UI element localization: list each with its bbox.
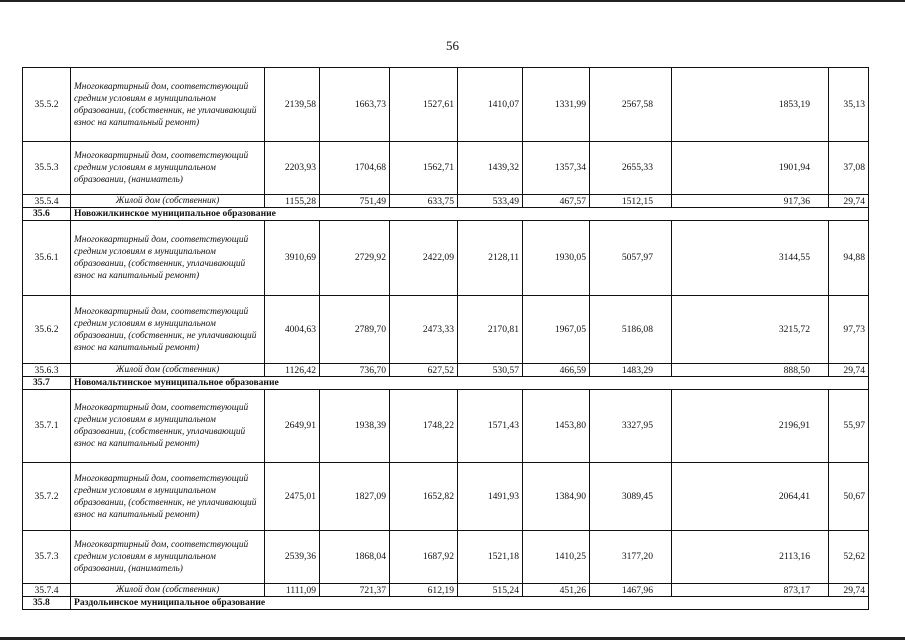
value-cell-v5: 467,57: [523, 195, 590, 208]
row-code: 35.7.1: [23, 390, 71, 463]
value-cell-v5: 1384,90: [523, 463, 590, 531]
value-cell-v8: 52,62: [829, 531, 869, 584]
value-cell-v4: 1521,18: [458, 531, 523, 584]
row-code: 35.5.2: [23, 68, 71, 142]
value-cell-v1: 1155,28: [265, 195, 320, 208]
row-code: 35.6.1: [23, 221, 71, 296]
value-cell-v8: 29,74: [829, 364, 869, 377]
section-title: Раздольинское муниципальное образование: [71, 597, 869, 610]
row-description: Жилой дом (собственник): [71, 195, 265, 208]
value-cell-v8: 55,97: [829, 390, 869, 463]
section-row: [23, 597, 869, 610]
value-cell-v5: 1357,34: [523, 142, 590, 195]
value-cell-v2: 2789,70: [320, 296, 390, 364]
row-description: Многоквартирный дом, соответствующий средним условиям в муниципальном образовании, (наниматель): [71, 142, 265, 195]
value-cell-v4: 1491,93: [458, 463, 523, 531]
row-description: Многоквартирный дом, соответствующий средним условиям в муниципальном образовании, (наниматель): [71, 531, 265, 584]
value-cell-v2: 1868,04: [320, 531, 390, 584]
section-code: 35.8: [23, 597, 71, 610]
section-code: 35.7: [23, 377, 71, 390]
value-cell-v7: 2196,91: [672, 390, 829, 463]
value-cell-v3: 627,52: [390, 364, 458, 377]
value-cell-v7: 3215,72: [672, 296, 829, 364]
section-row: [23, 377, 869, 390]
value-cell-v8: 94,88: [829, 221, 869, 296]
value-cell-v6: 2567,58: [590, 68, 672, 142]
page-number: 56: [446, 38, 459, 53]
table-row: [23, 364, 869, 377]
value-cell-v7: 1853,19: [672, 68, 829, 142]
value-cell-v7: 873,17: [672, 584, 829, 597]
value-cell-v1: 2539,36: [265, 531, 320, 584]
value-cell-v3: 1527,61: [390, 68, 458, 142]
value-cell-v5: 1410,25: [523, 531, 590, 584]
value-cell-v1: 2203,93: [265, 142, 320, 195]
value-cell-v3: 1748,22: [390, 390, 458, 463]
row-code: 35.5.3: [23, 142, 71, 195]
row-description: Многоквартирный дом, соответствующий средним условиям в муниципальном образовании, (собственник, не уплачивающий взнос на капитальный ремонт): [71, 296, 265, 364]
section-title: Новожилкинское муниципальное образование: [71, 208, 869, 221]
table-row: [23, 584, 869, 597]
row-code: 35.7.2: [23, 463, 71, 531]
value-cell-v1: 2475,01: [265, 463, 320, 531]
value-cell-v7: 1901,94: [672, 142, 829, 195]
table-row: [23, 68, 869, 142]
value-cell-v4: 2128,11: [458, 221, 523, 296]
value-cell-v4: 1410,07: [458, 68, 523, 142]
section-title: Новомальтинское муниципальное образование: [71, 377, 869, 390]
value-cell-v6: 5057,97: [590, 221, 672, 296]
value-cell-v6: 1467,96: [590, 584, 672, 597]
value-cell-v1: 1111,09: [265, 584, 320, 597]
value-cell-v4: 1571,43: [458, 390, 523, 463]
value-cell-v3: 1652,82: [390, 463, 458, 531]
value-cell-v6: 3327,95: [590, 390, 672, 463]
value-cell-v5: 1967,05: [523, 296, 590, 364]
row-description: Многоквартирный дом, соответствующий средним условиям в муниципальном образовании, (собственник, уплачивающий взнос на капитальный ремонт): [71, 221, 265, 296]
page-top-edge: [0, 0, 905, 2]
value-cell-v7: 917,36: [672, 195, 829, 208]
table-row: [23, 531, 869, 584]
value-cell-v2: 1827,09: [320, 463, 390, 531]
value-cell-v6: 1512,15: [590, 195, 672, 208]
row-code: 35.7.3: [23, 531, 71, 584]
value-cell-v2: 1938,39: [320, 390, 390, 463]
value-cell-v6: 3089,45: [590, 463, 672, 531]
row-description: Жилой дом (собственник): [71, 364, 265, 377]
value-cell-v4: 530,57: [458, 364, 523, 377]
row-description: Многоквартирный дом, соответствующий средним условиям в муниципальном образовании, (собственник, уплачивающий взнос на капитальный ремонт): [71, 390, 265, 463]
value-cell-v4: 2170,81: [458, 296, 523, 364]
value-cell-v1: 2139,58: [265, 68, 320, 142]
table-row: [23, 390, 869, 463]
section-code: 35.6: [23, 208, 71, 221]
value-cell-v7: 888,50: [672, 364, 829, 377]
value-cell-v3: 1687,92: [390, 531, 458, 584]
value-cell-v5: 1331,99: [523, 68, 590, 142]
value-cell-v4: 1439,32: [458, 142, 523, 195]
tariff-table: [22, 67, 869, 610]
value-cell-v7: 2064,41: [672, 463, 829, 531]
value-cell-v5: 1930,05: [523, 221, 590, 296]
value-cell-v1: 4004,63: [265, 296, 320, 364]
value-cell-v5: 1453,80: [523, 390, 590, 463]
value-cell-v3: 2473,33: [390, 296, 458, 364]
value-cell-v8: 50,67: [829, 463, 869, 531]
row-code: 35.5.4: [23, 195, 71, 208]
table-row: [23, 221, 869, 296]
value-cell-v8: 29,74: [829, 195, 869, 208]
value-cell-v3: 633,75: [390, 195, 458, 208]
table-row: [23, 296, 869, 364]
value-cell-v2: 751,49: [320, 195, 390, 208]
value-cell-v4: 533,49: [458, 195, 523, 208]
row-code: 35.6.2: [23, 296, 71, 364]
value-cell-v7: 3144,55: [672, 221, 829, 296]
value-cell-v3: 2422,09: [390, 221, 458, 296]
row-description: Многоквартирный дом, соответствующий средним условиям в муниципальном образовании, (собственник, не уплачивающий взнос на капитальный ремонт): [71, 463, 265, 531]
value-cell-v8: 29,74: [829, 584, 869, 597]
value-cell-v5: 451,26: [523, 584, 590, 597]
value-cell-v2: 721,37: [320, 584, 390, 597]
value-cell-v6: 1483,29: [590, 364, 672, 377]
value-cell-v1: 3910,69: [265, 221, 320, 296]
value-cell-v8: 35,13: [829, 68, 869, 142]
value-cell-v2: 1704,68: [320, 142, 390, 195]
value-cell-v2: 2729,92: [320, 221, 390, 296]
row-code: 35.7.4: [23, 584, 71, 597]
table-row: [23, 463, 869, 531]
value-cell-v3: 612,19: [390, 584, 458, 597]
table-body: [23, 68, 869, 610]
value-cell-v6: 2655,33: [590, 142, 672, 195]
value-cell-v1: 2649,91: [265, 390, 320, 463]
table-row: [23, 142, 869, 195]
value-cell-v6: 3177,20: [590, 531, 672, 584]
value-cell-v8: 97,73: [829, 296, 869, 364]
row-description: Жилой дом (собственник): [71, 584, 265, 597]
value-cell-v1: 1126,42: [265, 364, 320, 377]
value-cell-v2: 736,70: [320, 364, 390, 377]
value-cell-v3: 1562,71: [390, 142, 458, 195]
value-cell-v8: 37,08: [829, 142, 869, 195]
section-row: [23, 208, 869, 221]
table-row: [23, 195, 869, 208]
row-description: Многоквартирный дом, соответствующий средним условиям в муниципальном образовании, (собственник, не уплачивающий взнос на капитальный ремонт): [71, 68, 265, 142]
value-cell-v4: 515,24: [458, 584, 523, 597]
value-cell-v6: 5186,08: [590, 296, 672, 364]
value-cell-v2: 1663,73: [320, 68, 390, 142]
row-code: 35.6.3: [23, 364, 71, 377]
value-cell-v7: 2113,16: [672, 531, 829, 584]
value-cell-v5: 466,59: [523, 364, 590, 377]
